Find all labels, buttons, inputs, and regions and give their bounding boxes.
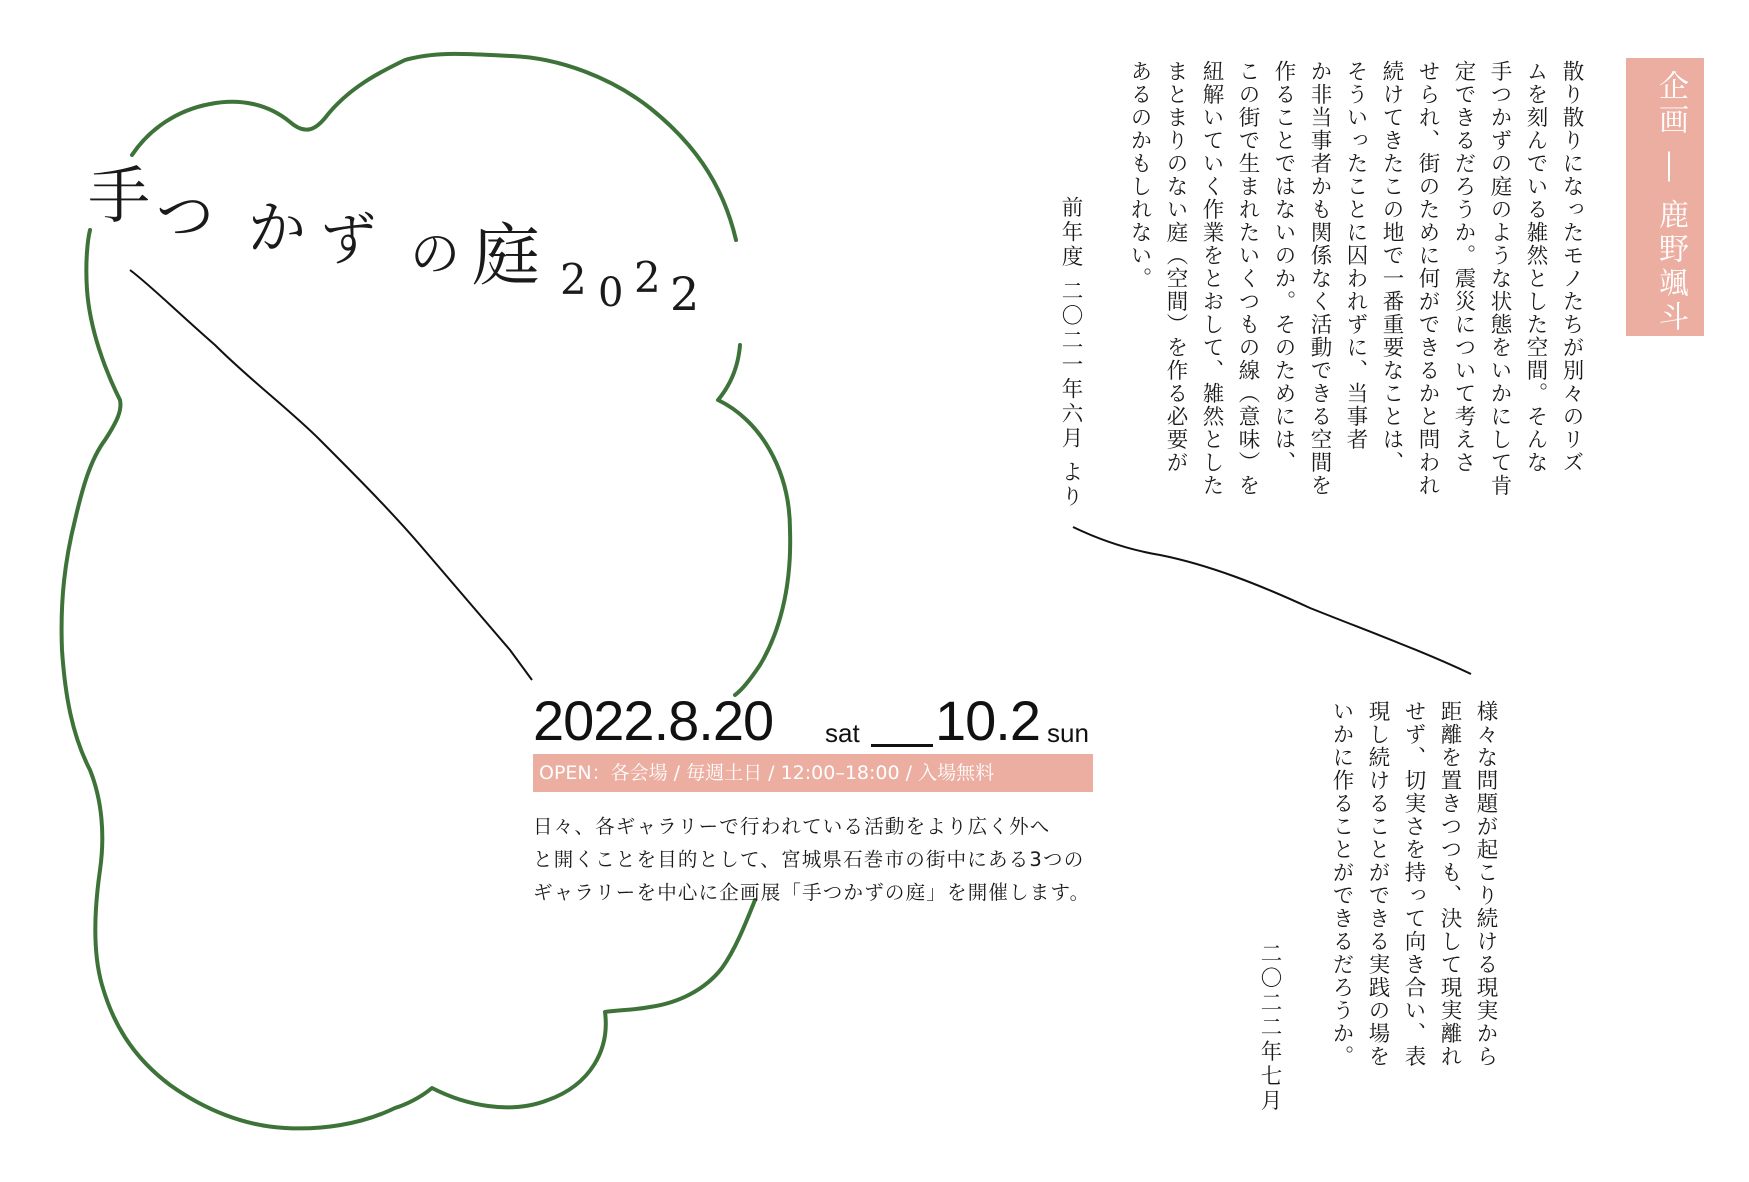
essay-2022-column: 距離を置きつつも、決して現実離れ <box>1437 700 1462 1068</box>
end-day: sun <box>1047 718 1089 748</box>
essay-connector-line <box>1073 527 1471 674</box>
essay-2021-column: せられ、街のために何ができるかと問われ <box>1415 60 1440 497</box>
essay-2022-date: 二〇二二年七月 <box>1257 942 1282 1114</box>
essay-2021-column: 作ることではないのか。そのためには、 <box>1271 60 1296 474</box>
essay-2021-column: まとまりのない庭（空間）を作る必要が <box>1163 60 1188 474</box>
essay-2021-column: 散り散りになったモノたちが別々のリズ <box>1559 60 1584 474</box>
title-char: の <box>410 225 460 283</box>
essay-2021-column: そういったことに囚われずに、当事者 <box>1343 60 1368 451</box>
title-char: 2 <box>560 255 587 304</box>
start-day: sat <box>825 718 860 748</box>
description-line: ギャラリーを中心に企画展「手つかずの庭」を開催します。 <box>533 881 1091 904</box>
description-line: 日々、各ギャラリーで行われている活動をより広く外へ <box>533 815 1051 838</box>
start-date: 2022.8.20 <box>533 689 774 752</box>
essay-2021-column: 手つかずの庭のような状態をいかにして肯 <box>1487 60 1512 497</box>
title-char: 0 <box>598 270 624 316</box>
exhibition-title <box>88 159 788 340</box>
title-char: 庭 <box>472 217 541 296</box>
essay-2022-column: せず、切実さを持って向き合い、表 <box>1401 700 1426 1068</box>
essay-2022-column: 現し続けることができる実践の場を <box>1365 700 1390 1068</box>
title-char: 手 <box>88 159 151 232</box>
essay-2021-column: 続けてきたこの地で一番重要なことは、 <box>1379 60 1404 474</box>
title-char: か <box>248 194 307 262</box>
event-description <box>533 810 1113 909</box>
title-char: 2 <box>670 267 700 321</box>
essay-2021-column: か非当事者かも関係なく活動できる空間を <box>1307 60 1332 497</box>
essay-2022-column: 様々な問題が起こり続ける現実から <box>1473 700 1498 1068</box>
title-char: 2 <box>634 253 661 302</box>
essay-2022-column: いかに作ることができるだろうか。 <box>1329 700 1354 1068</box>
essay-2021-column: ムを刻んでいる雑然とした空間。そんな <box>1523 60 1548 474</box>
end-date: 10.2 <box>935 689 1040 752</box>
essay-2021-column: この街で生まれたいくつもの線（意味）を <box>1235 60 1260 497</box>
open-info-bar: OPEN：各会場 / 毎週土日 / 12:00–18:00 / 入場無料 <box>533 754 1093 792</box>
title-char: ず <box>320 208 376 273</box>
essay-2021-column: 紐解いていく作業をとおして、雑然とした <box>1199 60 1224 497</box>
essay-2021-source: 前年度 二〇二一年六月 より <box>1058 196 1083 510</box>
date-range-dash <box>871 744 933 747</box>
essay-2021-column: 定できるだろうか。震災について考えさ <box>1451 60 1476 474</box>
description-line: と開くことを目的として、宮城県石巻市の街中にある3つの <box>533 848 1085 871</box>
title-char: つ <box>156 182 215 250</box>
essay-2021-column: あるのかもしれない。 <box>1127 60 1152 290</box>
planner-credit: 企画 ― 鹿野颯斗 <box>1653 70 1688 336</box>
